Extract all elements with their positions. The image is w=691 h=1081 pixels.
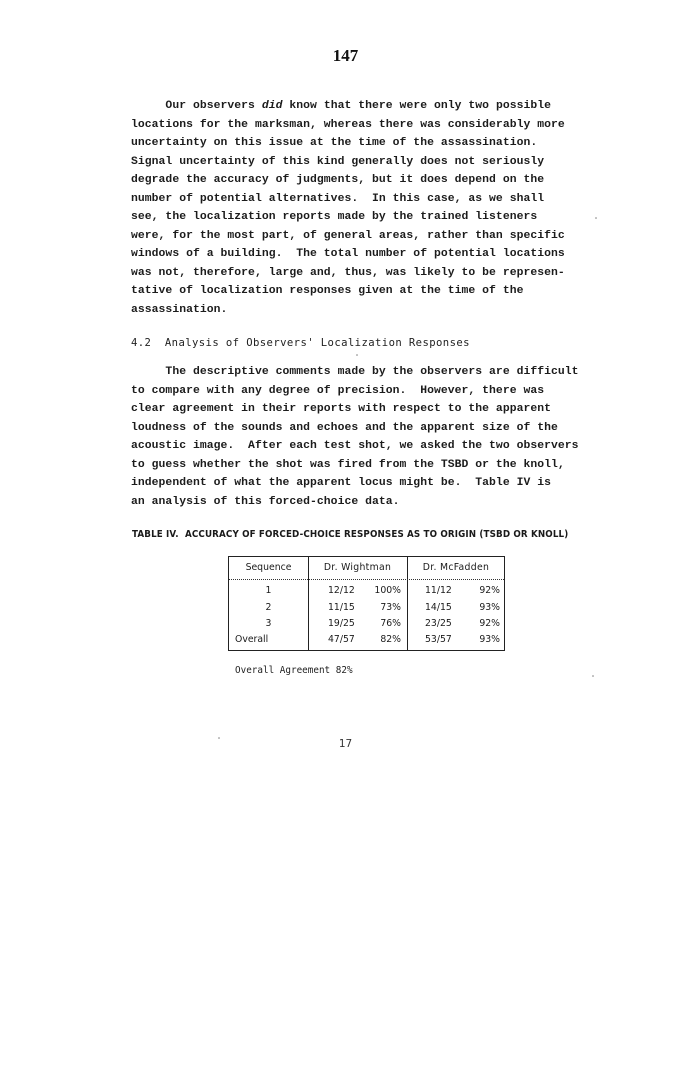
- header-rule: [229, 579, 504, 580]
- cell-sequence: 3: [265, 618, 272, 629]
- cell-wightman-fraction: 11/15: [328, 601, 355, 613]
- paragraph-line: locations for the marksman, whereas there was considerably more: [131, 118, 565, 131]
- table-row: [229, 602, 504, 618]
- header-mcfadden: Dr. McFadden: [422, 562, 490, 573]
- paragraph-line: number of potential alternatives. In this case, as we shall: [131, 192, 545, 205]
- paragraph-line: an analysis of this forced-choice data.: [131, 495, 400, 508]
- scan-speck: [218, 737, 220, 739]
- paragraph-line: independent of what the apparent locus might be. Table IV is: [131, 477, 552, 489]
- scan-speck: [356, 354, 358, 356]
- table-row: [229, 585, 504, 601]
- paragraph-line: clear agreement in their reports with respect to the apparent: [131, 403, 552, 415]
- header-sequence: Sequence: [245, 562, 292, 573]
- emphasized-word: did: [261, 100, 283, 112]
- paragraph-line: assassination.: [131, 303, 228, 316]
- table-row: [229, 618, 504, 634]
- cell-wightman-percent: 100%: [374, 585, 401, 596]
- cell-mcfadden-fraction: 53/57: [425, 634, 452, 645]
- cell-mcfadden-percent: 93%: [479, 601, 500, 613]
- cell-mcfadden-fraction: 11/12: [425, 585, 452, 596]
- cell-sequence: 1: [265, 585, 272, 596]
- footer-page-number: 17: [338, 738, 353, 750]
- paragraph-analysis: [131, 363, 611, 511]
- paragraph-line: see, the localization reports made by the trained listeners: [131, 211, 538, 223]
- line-prefix: Our observers: [131, 100, 262, 112]
- paragraph-line: Signal uncertainty of this kind generally does not seriously: [131, 155, 545, 168]
- paragraph-line: acoustic image. After each test shot, we asked the two observers: [131, 440, 579, 452]
- cell-wightman-percent: 76%: [380, 618, 401, 629]
- cell-wightman-percent: 73%: [380, 601, 401, 613]
- scan-speck: [595, 217, 597, 219]
- paragraph-observers-knowledge: [131, 97, 611, 319]
- cell-wightman-percent: 82%: [380, 634, 401, 645]
- cell-mcfadden-percent: 92%: [479, 585, 500, 596]
- paragraph-line: to compare with any degree of precision. However, there was: [131, 384, 545, 397]
- cell-wightman-fraction: 12/12: [328, 585, 355, 596]
- paragraph-line: windows of a building. The total number of potential locations: [131, 248, 565, 260]
- paragraph-line: were, for the most part, of general areas, rather than specific: [131, 229, 565, 242]
- paragraph-line: was not, therefore, large and, thus, was likely to be represen-: [131, 266, 565, 279]
- paragraph-line: to guess whether the shot was fired from the TSBD or the knoll,: [131, 458, 565, 471]
- cell-sequence: Overall: [235, 634, 269, 645]
- paragraph-line: degrade the accuracy of judgments, but it does depend on the: [131, 174, 545, 186]
- table-row: [229, 634, 504, 650]
- accuracy-table: [228, 556, 505, 651]
- cell-mcfadden-fraction: 14/15: [425, 601, 452, 613]
- paragraph-line: loudness of the sounds and echoes and the apparent size of the: [131, 421, 558, 434]
- paragraph-line: [131, 97, 611, 116]
- cell-mcfadden-percent: 93%: [479, 634, 500, 645]
- cell-wightman-fraction: 19/25: [328, 618, 355, 629]
- cell-sequence: 2: [265, 601, 272, 613]
- overall-agreement-note: Overall Agreement 82%: [235, 665, 353, 676]
- page-number: 147: [332, 46, 359, 65]
- line-suffix: know that there were only two possible: [282, 100, 552, 112]
- cell-mcfadden-percent: 92%: [479, 618, 500, 629]
- paragraph-line: tative of localization responses given at the time of the: [131, 285, 524, 297]
- header-wightman: Dr. Wightman: [323, 562, 392, 573]
- cell-mcfadden-fraction: 23/25: [425, 618, 452, 629]
- table-caption: TABLE IV. ACCURACY OF FORCED-CHOICE RESPONSES AS TO ORIGIN (TSBD OR KNOLL): [132, 529, 569, 540]
- section-heading: 4.2 Analysis of Observers' Localization Responses: [131, 337, 470, 349]
- paragraph-line: uncertainty on this issue at the time of the assassination.: [131, 137, 538, 149]
- scan-speck: [592, 675, 594, 677]
- paragraph-line: The descriptive comments made by the observers are difficult: [131, 366, 579, 378]
- cell-wightman-fraction: 47/57: [328, 634, 355, 645]
